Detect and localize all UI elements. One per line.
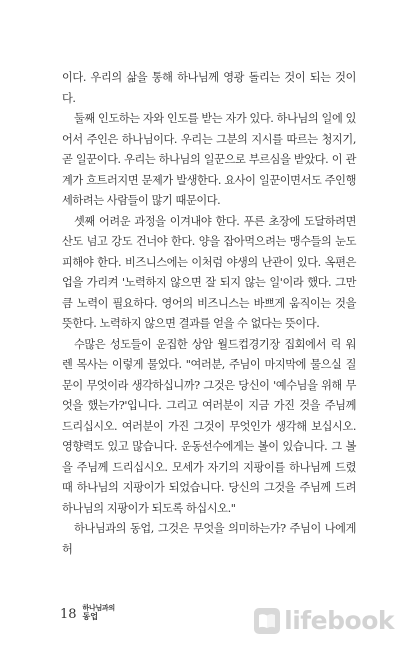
watermark (254, 606, 394, 635)
running-title (83, 605, 115, 621)
watermark-text: lifebook (284, 606, 394, 635)
paragraph: 셋째 어려운 과정을 이겨내야 한다. 푸른 초장에 도달하려면 산도 넘고 강도 건너야 한다. 양을 잡아먹으려는 맹수들의 눈도 피해야 한다. 비즈니스에는 이처럼 야생의 난관이 있다. 옥편은 업을 가리켜 '노력하지 않으면 잘 되지 않는 일'이라 했다. 그만큼 노력이 필요하다. 영어의 비즈니스는 바쁘게 움직이는 것을 뜻한다. 노력하지 않으면 결과를 얻을 수 없다는 뜻이다. (62, 214, 356, 330)
paragraph: 하나님과의 동업, 그것은 무엇을 의미하는가? 주님이 나에게 허 (62, 522, 356, 556)
paragraph: 이다. 우리의 삶을 통해 하나님께 영광 돌리는 것이 되는 것이다. (62, 71, 356, 105)
paragraph: 수많은 성도들이 운집한 상암 월드컵경기장 집회에서 릭 워렌 목사는 이렇게 물었다. "여러분, 주님이 마지막에 물으실 질문이 무엇이라 생각하십니까? 그것은 당신이 '예수님을 위해 무엇을 했는가?'입니다. 그리고 여러분이 지금 가진 것을 주님께 드리십시오. 여러분이 가진 그것이 무엇인가 생각해 보십시오. 영향력도 있고 많습니다. 운동선수에게는 볼이 있습니다. 그 볼을 주님께 드리십시오. 모세가 자기의 지팡이를 하나님께 드렸 때 하나님의 지팡이가 되었습니다. 당신의 그것을 주님께 드려 하나님의 지팡이가 되도록 하십시오." (62, 337, 356, 515)
running-title-top: 하나님과의 (82, 604, 115, 612)
page-number: 18 (60, 607, 77, 622)
paragraph: 둘째 인도하는 자와 인도를 받는 자가 있다. 하나님의 일에 있어서 주인은 하나님이다. 우리는 그분의 지시를 따르는 청지기, 곧 일꾼이다. 우리는 하나님의 일꾼으로 부르심을 받았다. 이 관계가 흐트러지면 문제가 발생한다. 요사이 일꾼이면서도 주인행세하려는 사람들이 많기 때문이다. (62, 112, 356, 207)
book-icon (254, 608, 280, 634)
body-text (62, 68, 356, 560)
running-title-bottom: 동업 (82, 612, 99, 621)
page-footer (60, 605, 115, 621)
